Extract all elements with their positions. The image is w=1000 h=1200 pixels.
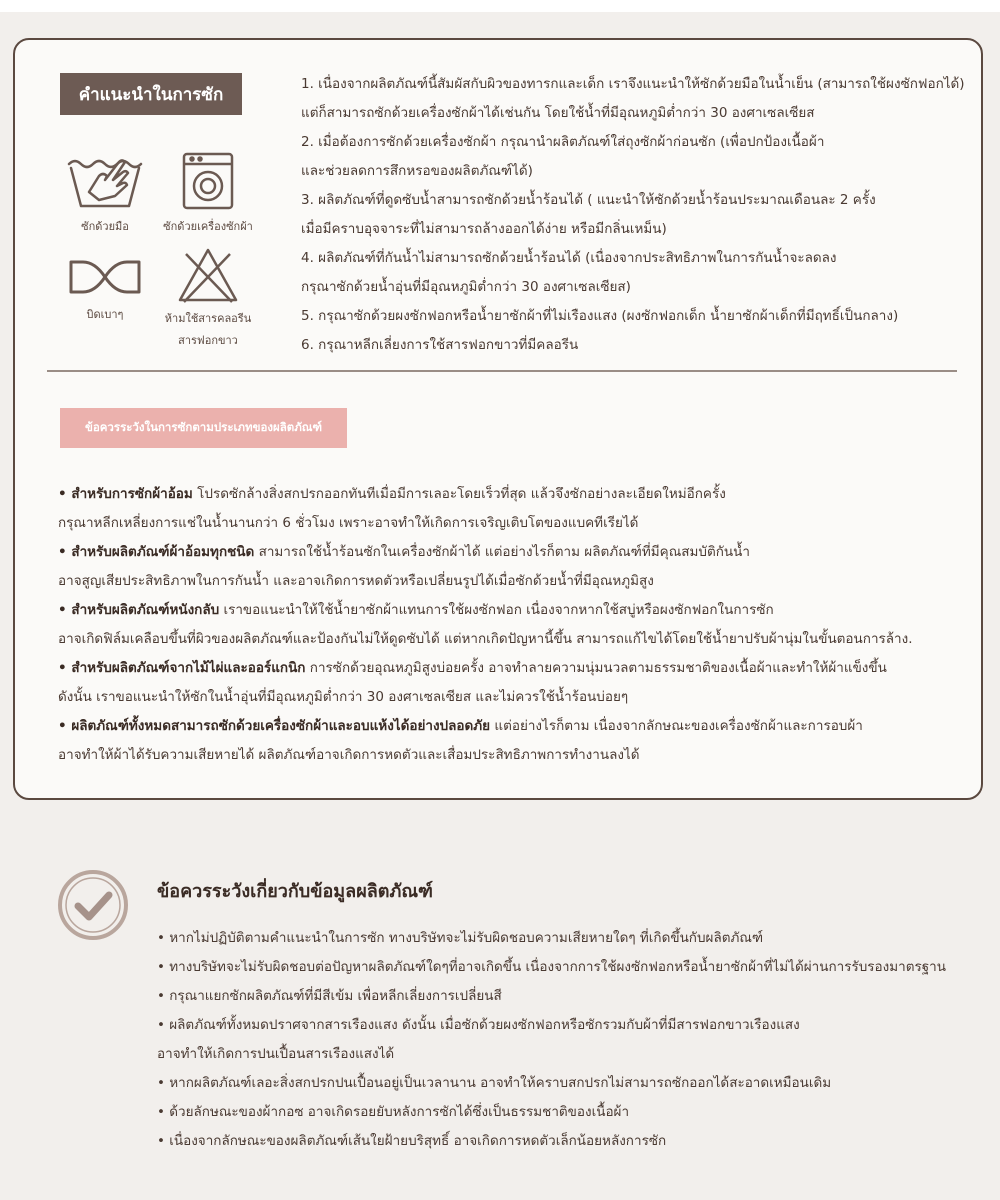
caution-label: • สำหรับผลิตภัณฑ์ผ้าอ้อมทุกชนิด	[58, 544, 255, 560]
caution-text: เราขอแนะนำให้ใช้น้ำยาซักผ้าแทนการใช้ผงซักฟอก เนื่องจากหากใช้สบู่หรือผงซักฟอกในการซัก	[219, 602, 774, 618]
caution-label: • สำหรับการซักผ้าอ้อม	[58, 486, 193, 502]
symbol-gentle-wring	[60, 254, 150, 326]
list-item	[58, 712, 968, 770]
caution-text: สามารถใช้น้ำร้อนซักในเครื่องซักผ้าได้ แต่อย่างไรก็ตาม ผลิตภัณฑ์ที่มีคุณสมบัติกันน้ำ	[254, 544, 750, 560]
checkmark-circle-icon	[57, 869, 129, 941]
caution-label: • สำหรับผลิตภัณฑ์หนังกลับ	[58, 602, 220, 618]
list-item: 3. ผลิตภัณฑ์ที่ดูดซับน้ำสามารถซักด้วยน้ำร้อนได้ ( แนะนำให้ซักด้วยน้ำร้อนประมาณเดือนละ 2 ครั้ง เมื่อมีคราบอุจจาระที่ไม่สามารถล้างออกได้ง่าย หรือมีกลิ่นเหม็น)	[301, 192, 876, 237]
symbol-label: บิดเบาๆ	[86, 308, 124, 321]
list-item: • ทางบริษัทจะไม่รับผิดชอบต่อปัญหาผลิตภัณฑ์ใดๆที่อาจเกิดขึ้น เนื่องจากการใช้ผงซักฟอกหรือน้ำยาซักผ้าที่ไม่ได้ผ่านการรับรองมาตรฐาน	[157, 959, 946, 975]
symbol-washing-machine	[158, 150, 258, 238]
caution-text: การซักด้วยอุณหภูมิสูงบ่อยครั้ง อาจทำลายความนุ่มนวลตามธรรมชาติของเนื้อผ้าและทำให้ผ้าแข็งขึ้น	[305, 660, 887, 676]
list-item: • หากผลิตภัณฑ์เลอะสิ่งสกปรกปนเปื้อนอยู่เป็นเวลานาน อาจทำให้คราบสกปรกไม่สามารถซักออกได้สะอาดเหมือนเดิม	[157, 1075, 832, 1091]
list-item: 5. กรุณาซักด้วยผงซักฟอกหรือน้ำยาซักผ้าที่ไม่เรืองแสง (ผงซักฟอกเด็ก น้ำยาซักผ้าเด็กที่มีฤทธิ์เป็นกลาง)	[301, 308, 899, 324]
list-item: • กรุณาแยกซักผลิตภัณฑ์ที่มีสีเข้ม เพื่อหลีกเลี่ยงการเปลี่ยนสี	[157, 988, 502, 1004]
caution-label: • สำหรับผลิตภัณฑ์จากไม้ไผ่และออร์แกนิก	[58, 660, 306, 676]
section-divider	[47, 370, 957, 372]
caution-text: แต่อย่างไรก็ตาม เนื่องจากลักษณะของเครื่องซักผ้าและการอบผ้า	[490, 718, 863, 734]
product-info-list	[157, 924, 987, 1156]
symbol-label: ซักด้วยมือ	[81, 220, 129, 233]
hand-wash-icon	[65, 150, 145, 212]
caution-text: ดังนั้น เราขอแนะนำให้ซักในน้ำอุ่นที่มีอุณหภูมิต่ำกว่า 30 องศาเซลเซียส และไม่ควรใช้น้ำร้อนบ่อยๆ	[58, 689, 629, 705]
list-item: • ผลิตภัณฑ์ทั้งหมดปราศจากสารเรืองแสง ดังนั้น เมื่อซักด้วยผงซักฟอกหรือซักรวมกับผ้าที่มีสารฟอกขาวเรืองแสง อาจทำให้เกิดการปนเปื้อนสารเรืองแสงได้	[157, 1017, 800, 1062]
wash-instructions-list	[301, 70, 981, 360]
caution-text: กรุณาหลีกเหลี่ยงการแช่ในน้ำนานกว่า 6 ชั่วโมง เพราะอาจทำให้เกิดการเจริญเติบโตของแบคทีเรียได้	[58, 515, 639, 531]
symbol-no-bleach	[158, 246, 258, 352]
top-strip	[0, 0, 1000, 12]
caution-text: โปรดซักล้างสิ่งสกปรกออกทันทีเมื่อมีการเลอะโดยเร็วที่สุด แล้วจึงซักอย่างละเอียดใหม่อีกครั้ง	[192, 486, 726, 502]
list-item	[58, 654, 968, 712]
washing-machine-icon	[178, 150, 238, 212]
caution-text: อาจเกิดฟิล์มเคลือบขึ้นที่ผิวของผลิตภัณฑ์และป้องกันไม่ให้ดูดซับได้ แต่หากเกิดปัญหานี้ขึ้น สามารถแก้ไขได้โดยใช้น้ำยาปรับผ้านุ่มในขั้นตอนการล้าง.	[58, 631, 913, 647]
symbol-label: ห้ามใช้สารคลอรีน สารฟอกขาว	[164, 312, 252, 347]
product-caution-badge: ข้อควรระวังในการซักตามประเภทของผลิตภัณฑ์	[60, 408, 347, 448]
caution-text: อาจสูญเสียประสิทธิภาพในการกันน้ำ และอาจเกิดการหดตัวหรือเปลี่ยนรูปได้เมื่อซักด้วยน้ำที่มีอุณหภูมิสูง	[58, 573, 654, 589]
caution-label: • ผลิตภัณฑ์ทั้งหมดสามารถซักด้วยเครื่องซักผ้าและอบแห้งได้อย่างปลอดภัย	[58, 718, 491, 734]
list-item: • หากไม่ปฏิบัติตามคำแนะนำในการซัก ทางบริษัทจะไม่รับผิดชอบความเสียหายใดๆ ที่เกิดขึ้นกับผลิตภัณฑ์	[157, 930, 764, 946]
product-caution-list	[58, 480, 968, 770]
list-item: 1. เนื่องจากผลิตภัณฑ์นี้สัมผัสกับผิวของทารกและเด็ก เราจึงแนะนำให้ซักด้วยมือในน้ำเย็น (สามารถใช้ผงซักฟอกได้) แต่ก็สามารถซักด้วยเครื่องซักผ้าได้เช่นกัน โดยใช้น้ำที่มีอุณหภูมิต่ำกว่า 30 องศาเซลเซียส	[301, 76, 965, 121]
caution-text: อาจทำให้ผ้าได้รับความเสียหายได้ ผลิตภัณฑ์อาจเกิดการหดตัวและเสื่อมประสิทธิภาพการทำงานลงได้	[58, 747, 640, 763]
list-item	[58, 538, 968, 596]
wash-instructions-card	[13, 38, 983, 800]
wash-guide-title: คำแนะนำในการซัก	[60, 73, 242, 115]
list-item	[58, 480, 968, 538]
no-bleach-icon	[176, 246, 240, 304]
list-item: 6. กรุณาหลีกเลี่ยงการใช้สารฟอกขาวที่มีคลอรีน	[301, 337, 579, 353]
symbol-hand-wash	[60, 150, 150, 238]
list-item: • ด้วยลักษณะของผ้ากอซ อาจเกิดรอยยับหลังการซักได้ซึ่งเป็นธรรมชาติของเนื้อผ้า	[157, 1104, 630, 1120]
list-item: 4. ผลิตภัณฑ์ที่กันน้ำไม่สามารถซักด้วยน้ำร้อนได้ (เนื่องจากประสิทธิภาพในการกันน้ำจะลดลง กรุณาซักด้วยน้ำอุ่นที่มีอุณหภูมิต่ำกว่า 30 องศาเซลเซียส)	[301, 250, 837, 295]
symbol-label: ซักด้วยเครื่องซักผ้า	[163, 220, 253, 233]
list-item: 2. เมื่อต้องการซักด้วยเครื่องซักผ้า กรุณานำผลิตภัณฑ์ใส่ถุงซักผ้าก่อนซัก (เพื่อปกป้องเนื้อผ้า และช่วยลดการสึกหรอของผลิตภัณฑ์ได้)	[301, 134, 825, 179]
list-item	[58, 596, 968, 654]
gentle-wring-icon	[65, 254, 145, 300]
list-item: • เนื่องจากลักษณะของผลิตภัณฑ์เส้นใยฝ้ายบริสุทธิ์ อาจเกิดการหดตัวเล็กน้อยหลังการซัก	[157, 1133, 667, 1149]
product-info-title: ข้อควรระวังเกี่ยวกับข้อมูลผลิตภัณฑ์	[157, 881, 433, 902]
